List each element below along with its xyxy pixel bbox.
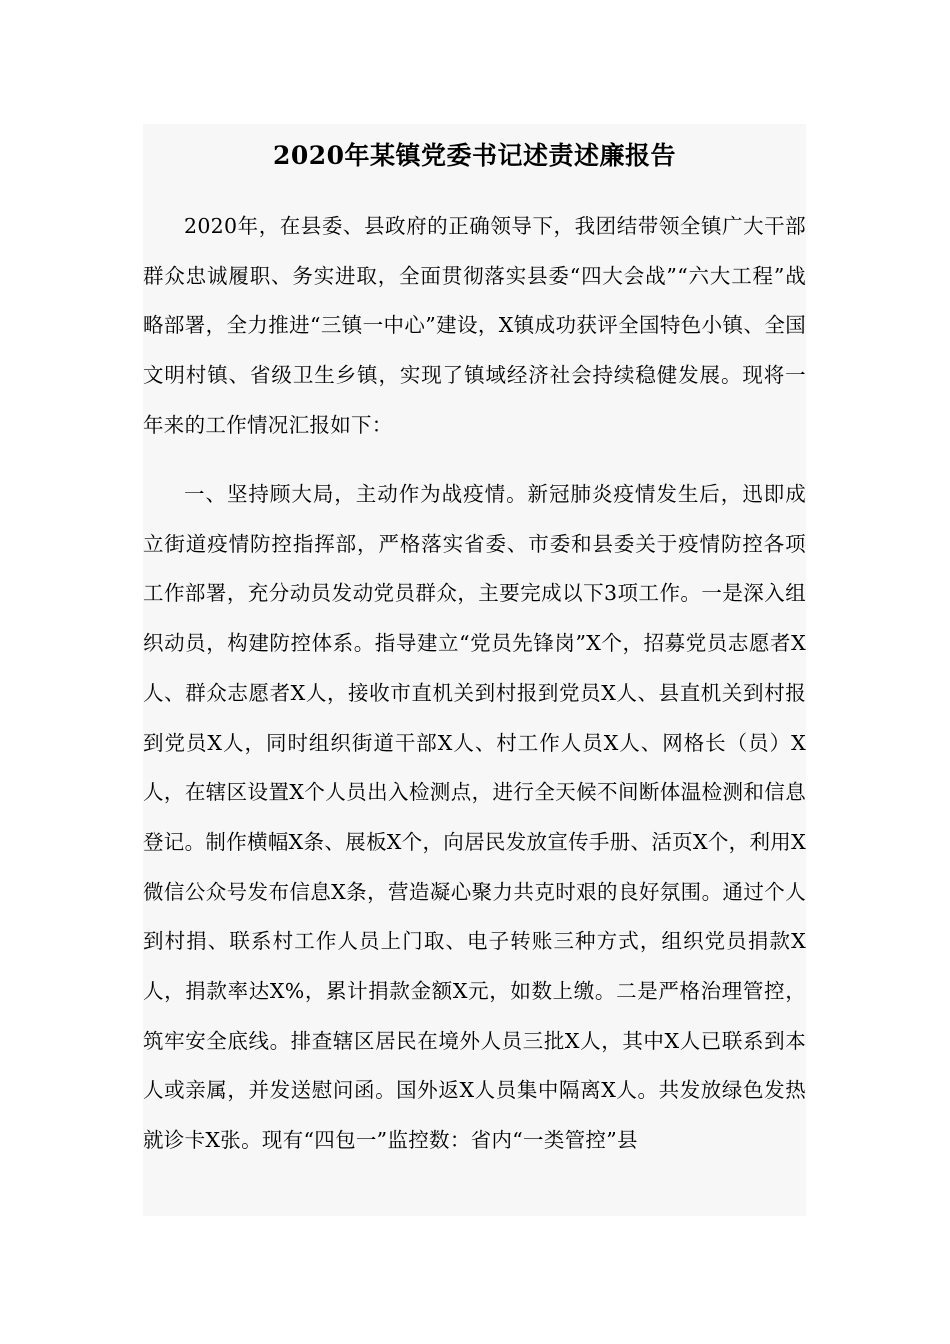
paragraph-intro: 2020年，在县委、县政府的正确领导下，我团结带领全镇广大干部群众忠诚履职、务实进取，全面贯彻落实县委“四大会战”“六大工程”战略部署，全力推进“三镇一中心”建设，X镇成功获评全国特色小镇、全国文明村镇、省级卫生乡镇，实现了镇域经济社会持续稳健发展。现将一年来的工作情况汇报如下： <box>143 214 806 437</box>
document-title: 2020年某镇党委书记述责述廉报告 <box>272 141 677 170</box>
paragraph-section-one: 一、坚持顾大局，主动作为战疫情。新冠肺炎疫情发生后，迅即成立街道疫情防控指挥部，严格落实省委、市委和县委关于疫情防控各项工作部署，充分动员发动党员群众，主要完成以下3项工作。一是深入组织动员，构建防控体系。指导建立“党员先锋岗”X个，招募党员志愿者X人、群众志愿者X人，接收市直机关到村报到党员X人、县直机关到村报到党员X人，同时组织街道干部X人、村工作人员X人、网格长（员）X人，在辖区设置X个人员出入检测点，进行全天候不间断体温检测和信息登记。制作横幅X条、展板X个，向居民发放宣传手册、活页X个，利用X微信公众号发布信息X条，营造凝心聚力共克时艰的良好氛围。通过个人到村捐、联系村工作人员上门取、电子转账三种方式，组织党员捐款X人，捐款率达X%，累计捐款金额X元，如数上缴。二是严格治理管控，筑牢安全底线。排查辖区居民在境外人员三批X人，其中X人已联系到本人或亲属，并发送慰问函。国外返X人员集中隔离X人。共发放绿色发热就诊卡X张。现有“四包一”监控数：省内“一类管控”县 <box>143 482 806 1153</box>
document-page <box>143 124 806 1216</box>
